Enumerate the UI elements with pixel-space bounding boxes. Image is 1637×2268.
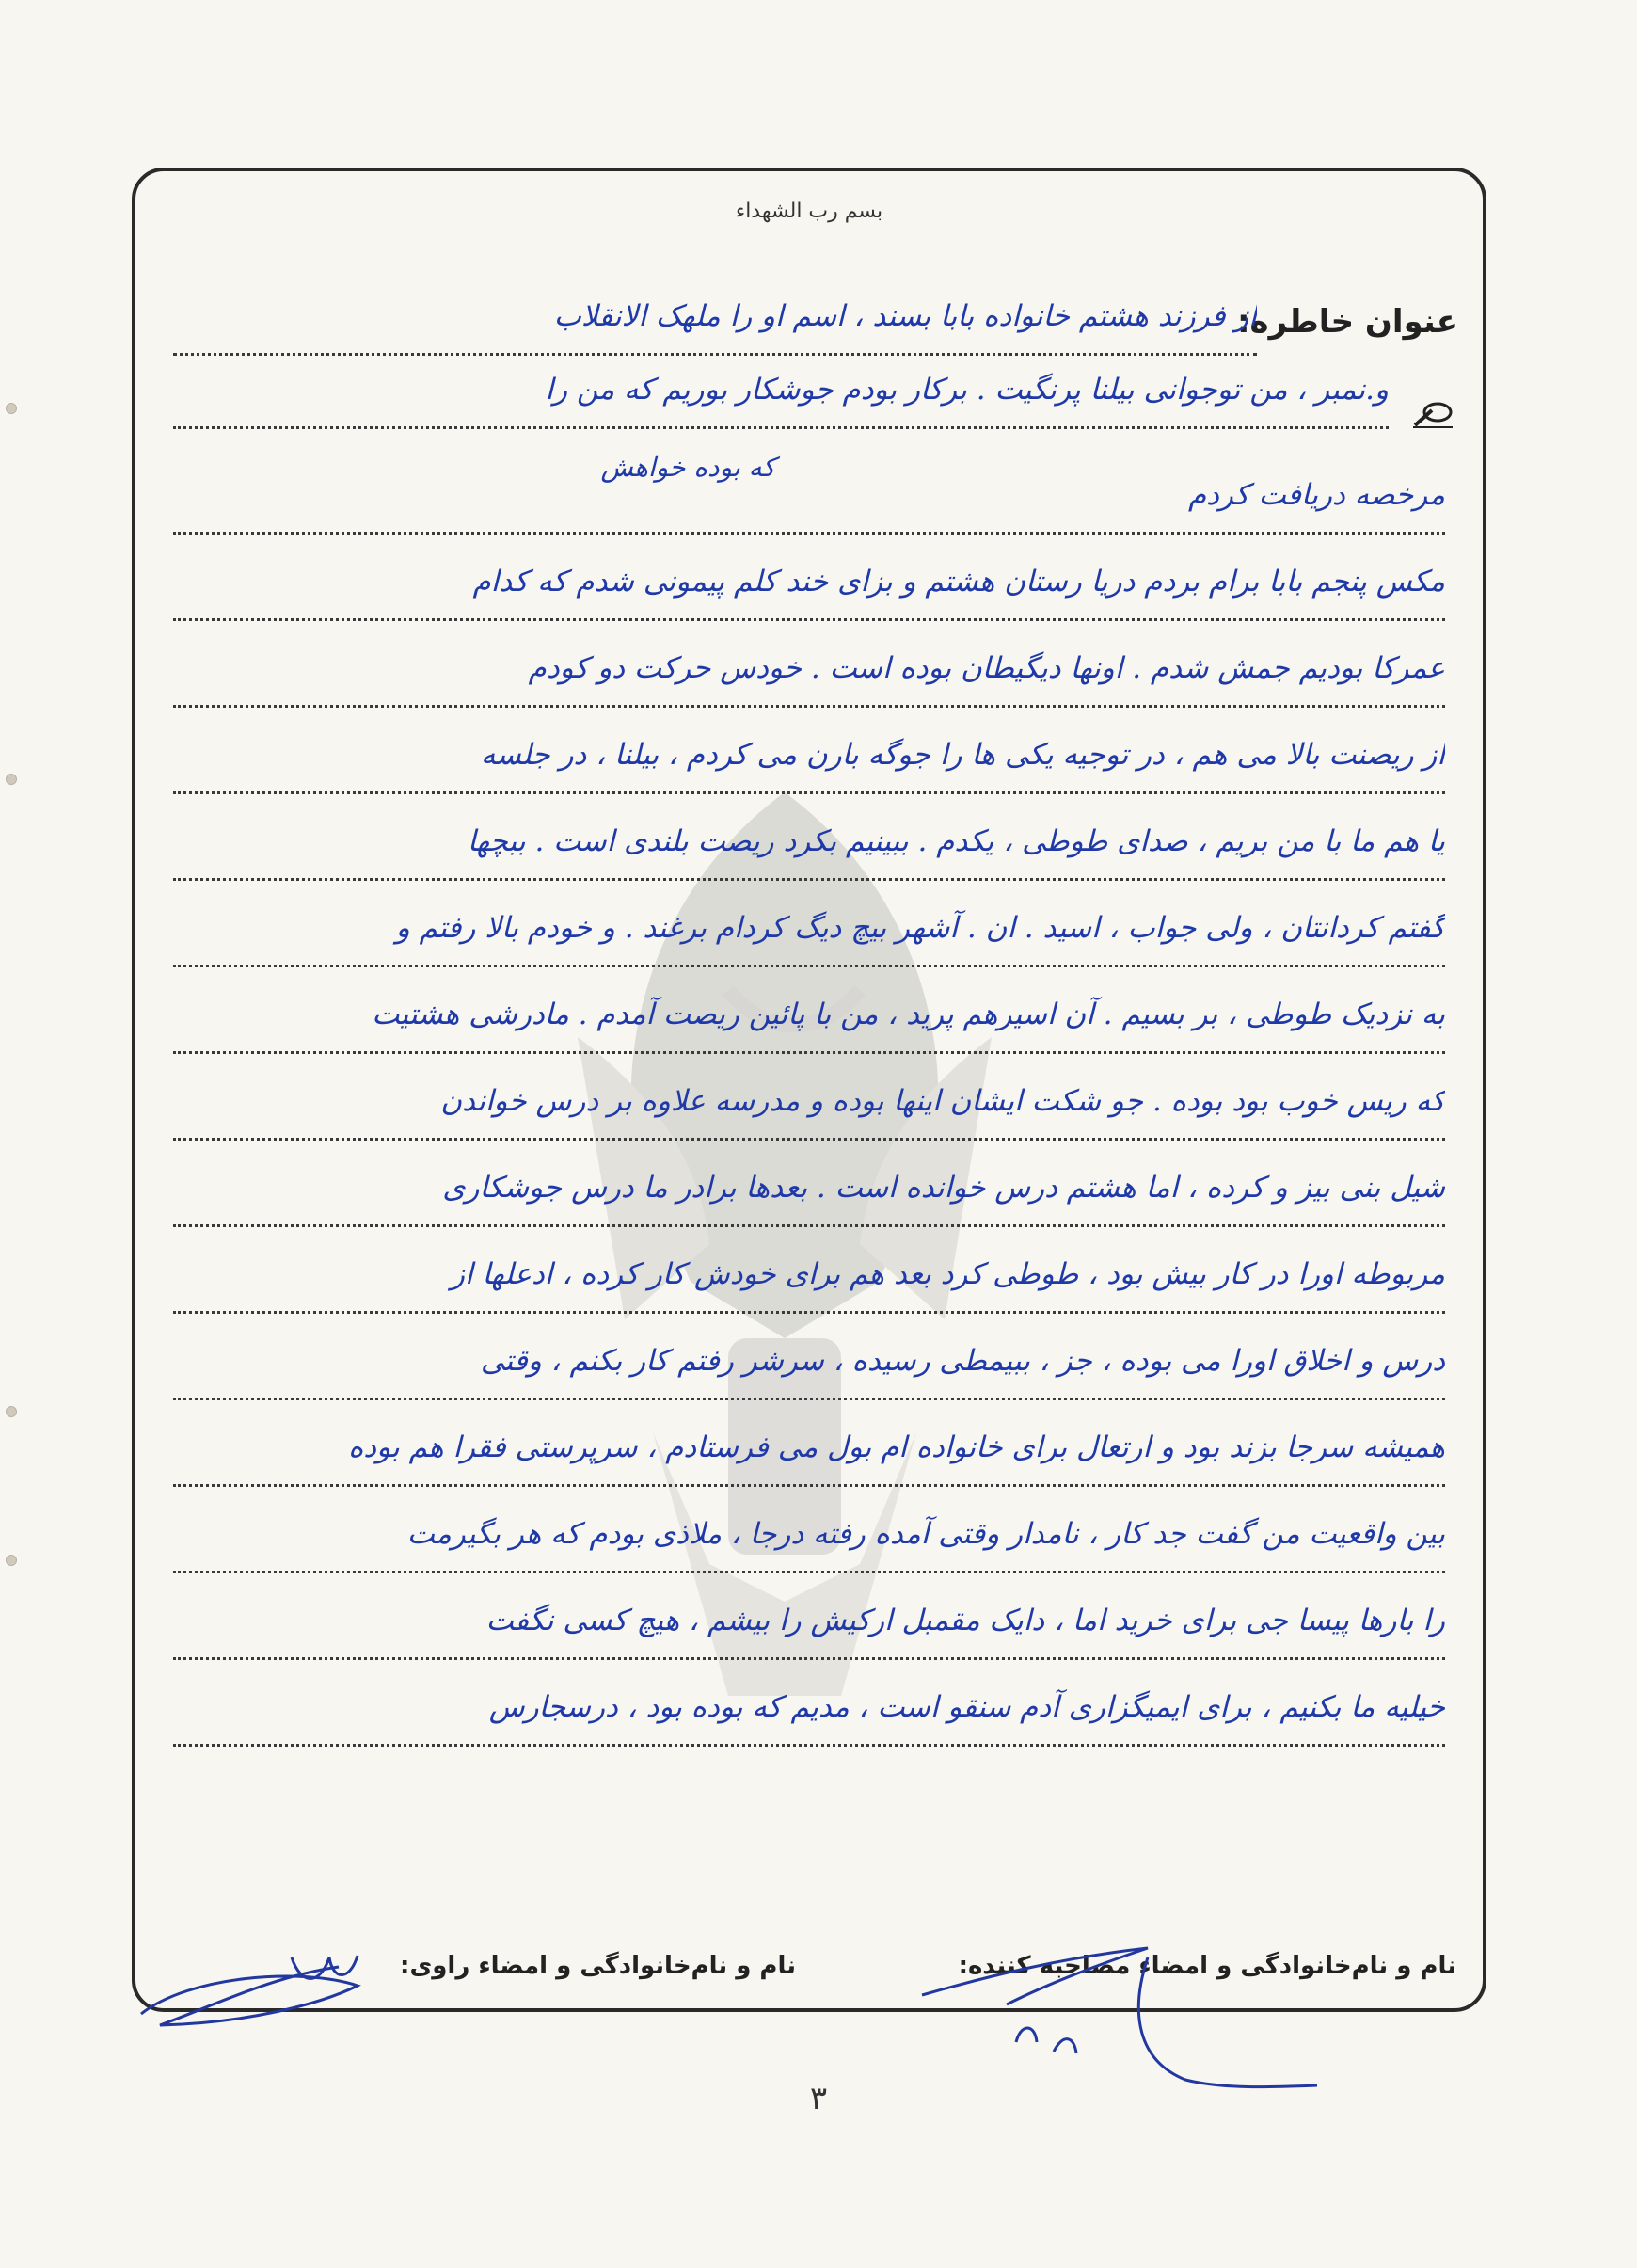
pen-writing-icon: [1411, 397, 1454, 429]
page-number: ۳: [809, 2080, 828, 2117]
memoir-line: درس و اخلاق اورا می بوده ، جز ، ببیمطی رسیده ، سرشر رفتم کار بکنم ، وقتی: [173, 1327, 1445, 1400]
memoir-line: خیلیه ما بکنیم ، برای ایمیگزاری آدم سنقو است ، مدیم که بوده بود ، درسجارس: [173, 1673, 1445, 1747]
memoir-line: به نزدیک طوطی ، بر بسیم . آن اسیرهم پرید ، من با پائین ریصت آمدم . مادرشی هشتیت: [173, 981, 1445, 1054]
memoir-line: همیشه سرجا بزند بود و ارتعال برای خانواده ام بول می فرستادم ، سرپرستی فقرا هم بوده: [173, 1414, 1445, 1487]
inserted-note: که بوده خواهش: [600, 452, 775, 483]
memoir-line: گفتم کردانتان ، ولی جواب ، اسید . ان . آشهر بیچ دیگ کردام برغند . و خودم بالا رفتم و: [173, 894, 1445, 967]
memoir-line: که ریس خوب بود بوده . جو شکت ایشان اینها بوده و مدرسه علاوه بر درس خواندن: [173, 1067, 1445, 1141]
memoir-line: از فرزند هشتم خانواده بابا بسند ، اسم او را ملهک الانقلاب: [173, 282, 1257, 356]
form-header: بسم رب الشهداء: [735, 200, 883, 223]
binder-hole: [6, 774, 17, 785]
binder-hole: [6, 403, 17, 414]
memoir-line: بین واقعیت من گفت جد کار ، نامدار وقتی آمده رفته درجا ، ملاذی بودم که هر بگیرمت: [173, 1500, 1445, 1573]
subject-label: عنوان خاطره:: [1236, 303, 1458, 341]
narrator-signature: [132, 1939, 376, 2042]
memoir-line: از ریصنت بالا می هم ، در توجیه یکی ها را جوگه بارن می کردم ، بیلنا ، در جلسه: [173, 721, 1445, 794]
memoir-line: شیل بنی بیز و کرده ، اما هشتم درس خوانده است . بعدها برادر ما درس جوشکاری: [173, 1154, 1445, 1227]
interviewer-signature-label: نام و نام‌خانوادگی و امضاء مصاحبه کننده:: [958, 1952, 1456, 1980]
binder-hole: [6, 1406, 17, 1417]
memoir-line: یا هم ما با من بریم ، صدای طوطی ، یکدم . ببینیم بکرد ریصت بلندی است . ببچها: [173, 807, 1445, 881]
memoir-line: و.نمبر ، من توجوانی بیلنا پرنگیت . برکار بودم جوشکار بوریم که من را: [173, 356, 1389, 429]
memoir-line: مکس پنجم بابا برام بردم دریا رستان هشتم و بزای خند کلم پیمونی شدم که کدام: [173, 548, 1445, 621]
binder-hole: [6, 1555, 17, 1566]
memoir-line: مربوطه اورا در کار بیش بود ، طوطی کرد بعد هم برای خودش کار کرده ، ادعلها از: [173, 1240, 1445, 1314]
narrator-signature-label: نام و نام‌خانوادگی و امضاء راوی:: [400, 1952, 796, 1980]
memoir-line: مرخصه دریافت کردم: [173, 461, 1445, 535]
form-frame: [132, 168, 1486, 2012]
memoir-line: عمرکا بودیم جمش شدم . اونها دیگیطان بوده است . خودس حرکت دو کودم: [173, 634, 1445, 708]
memoir-line: را بارها پیسا جی برای خرید اما ، دایک مقمبل ارکیش را بیشم ، هیچ کسی نگفت: [173, 1587, 1445, 1660]
